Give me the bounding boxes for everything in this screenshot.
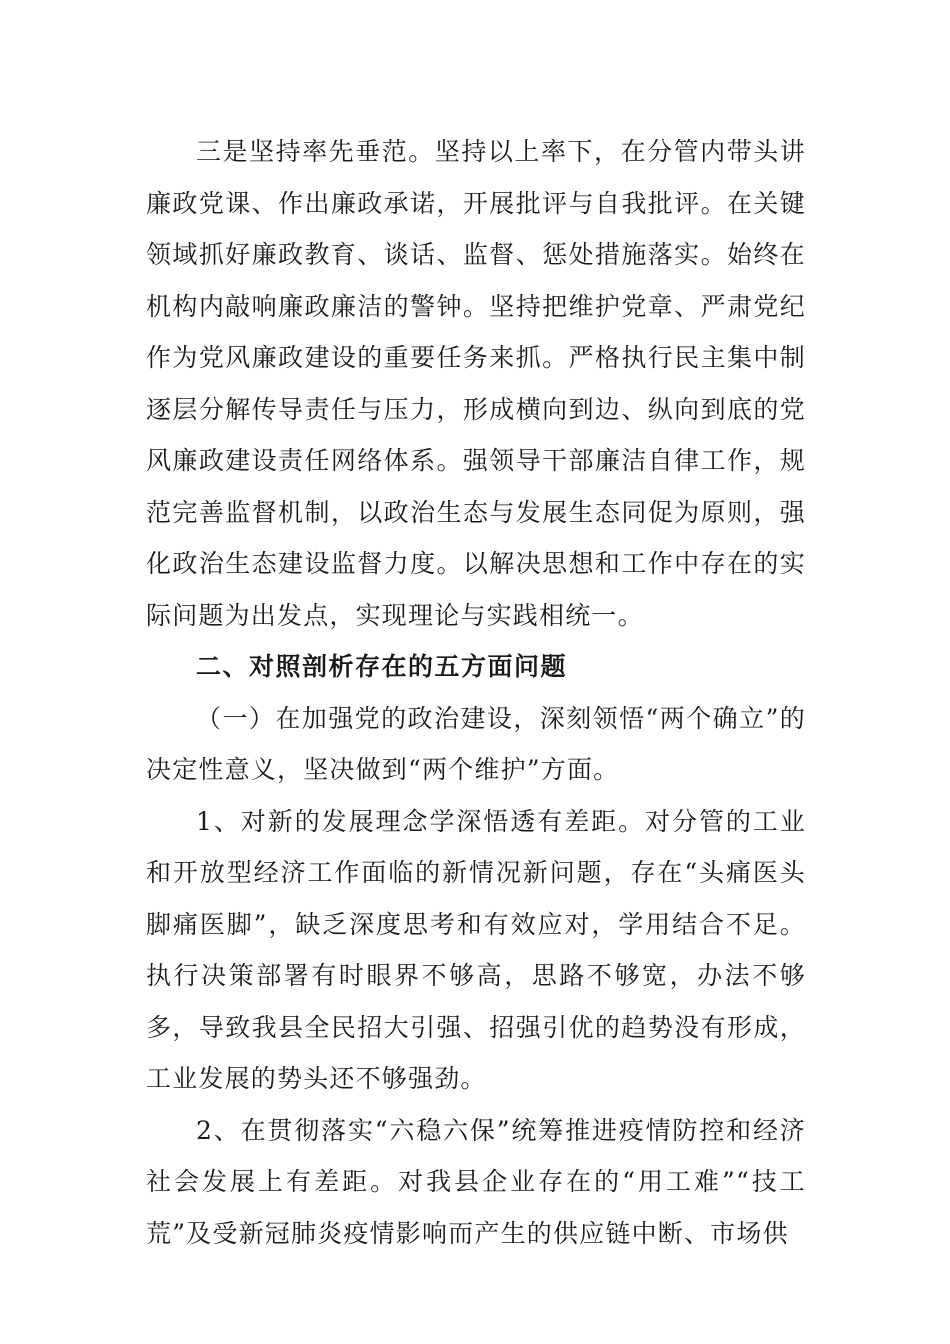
paragraph-item-2-six-stability: 2、在贯彻落实“六稳六保”统筹推进疫情防控和经济社会发展上有差距。对我县企业存在的“用工难”“技工荒”及受新冠肺炎疫情影响而产生的供应链中断、市场供 — [146, 1115, 806, 1248]
document-page — [146, 126, 806, 1259]
paragraph-leadership-example: 三是坚持率先垂范。坚持以上率下，在分管内带头讲廉政党课、作出廉政承诺，开展批评与自我批评。在关键领域抓好廉政教育、谈话、监督、惩处措施落实。始终在机构内敲响廉政廉洁的警钟。坚持把维护党章、严肃党纪作为党风廉政建设的重要任务来抓。严格执行民主集中制逐层分解传导责任与压力，形成横向到边、纵向到底的党风廉政建设责任网络体系。强领导干部廉洁自律工作，规范完善监督机制，以政治生态与发展生态同促为原则，强化政治生态建设监督力度。以解决思想和工作中存在的实际问题为出发点，实现理论与实践相统一。 — [146, 137, 806, 630]
section-heading-five-problems: 二、对照剖析存在的五方面问题 — [196, 652, 568, 681]
paragraph-political-construction: （一）在加强党的政治建设，深刻领悟“两个确立”的决定性意义，坚决做到“两个维护”方面。 — [146, 703, 806, 784]
paragraph-item-1-development-concept: 1、对新的发展理念学深悟透有差距。对分管的工业和开放型经济工作面临的新情况新问题，存在“头痛医头脚痛医脚”，缺乏深度思考和有效应对，学用结合不足。执行决策部署有时眼界不够高，思路不够宽，办法不够多，导致我县全民招大引强、招强引优的趋势没有形成，工业发展的势头还不够强劲。 — [146, 806, 806, 1093]
